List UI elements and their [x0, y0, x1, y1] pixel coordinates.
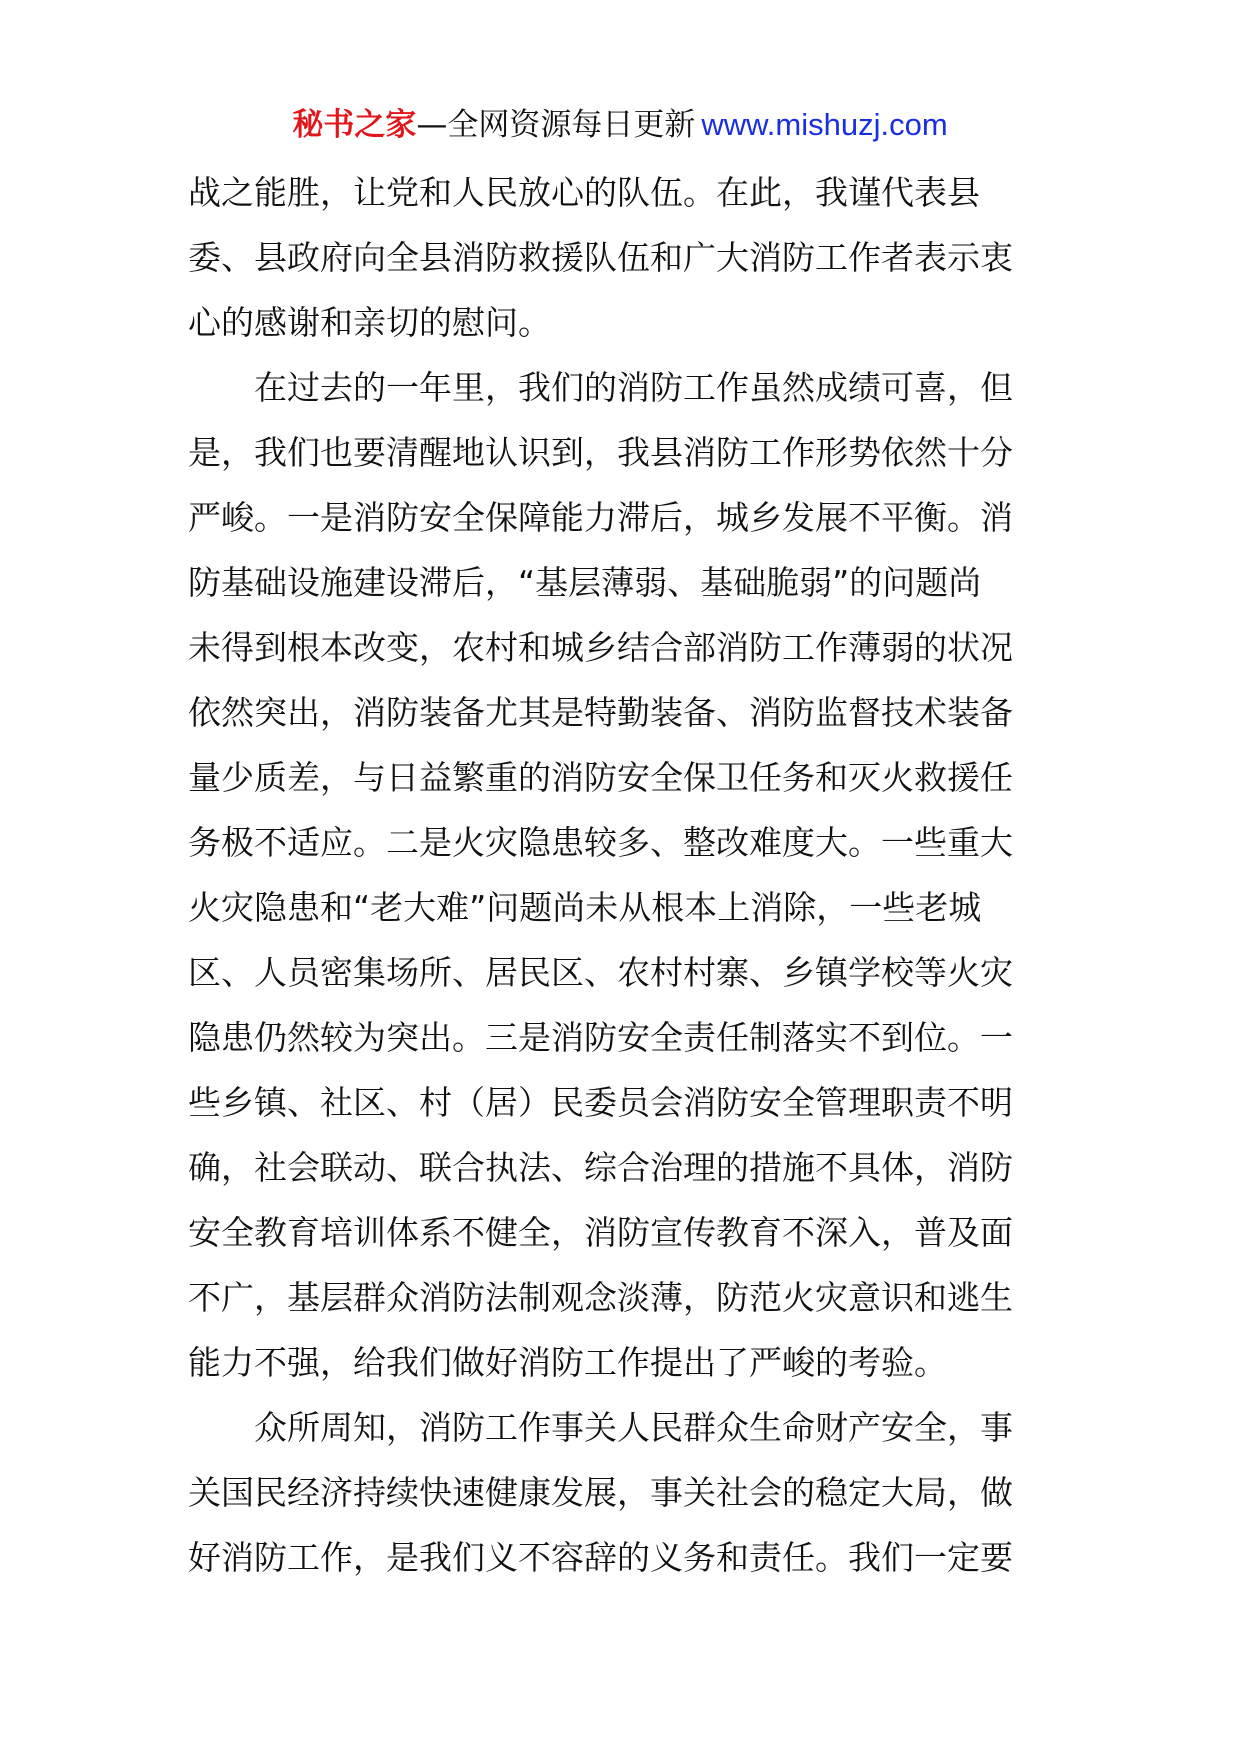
- text-line: 火灾隐患和“老大难”问题尚未从根本上消除，一些老城: [188, 888, 982, 927]
- text-line: 区、人员密集场所、居民区、农村村寨、乡镇学校等火灾: [188, 953, 1013, 992]
- brand-name: 秘书之家: [292, 107, 417, 143]
- text-line: 战之能胜，让党和人民放心的队伍。在此，我谨代表县: [188, 173, 980, 212]
- text-line: 安全教育培训体系不健全，消防宣传教育不深入，普及面: [188, 1213, 1013, 1252]
- text-line: 严峻。一是消防安全保障能力滞后，城乡发展不平衡。消: [188, 498, 1013, 537]
- text-line: 众所周知，消防工作事关人民群众生命财产安全，事: [254, 1408, 1013, 1447]
- text-line: 关国民经济持续快速健康发展，事关社会的稳定大局，做: [188, 1473, 1013, 1512]
- text-line: 好消防工作，是我们义不容辞的义务和责任。我们一定要: [188, 1538, 1013, 1577]
- website-url[interactable]: www.mishuzj.com: [701, 107, 948, 142]
- paragraph: [188, 1395, 1058, 1590]
- text-line: 确，社会联动、联合执法、综合治理的措施不具体，消防: [188, 1148, 1013, 1187]
- text-line: 不广，基层群众消防法制观念淡薄，防范火灾意识和逃生: [188, 1278, 1013, 1317]
- text-line: 在过去的一年里，我们的消防工作虽然成绩可喜，但: [254, 368, 1013, 407]
- text-line: 心的感谢和亲切的慰问。: [188, 303, 551, 342]
- page-header: [0, 100, 1240, 150]
- text-line: 些乡镇、社区、村（居）民委员会消防安全管理职责不明: [188, 1083, 1013, 1122]
- text-line: 隐患仍然较为突出。三是消防安全责任制落实不到位。一: [188, 1018, 1013, 1057]
- text-line: 务极不适应。二是火灾隐患较多、整改难度大。一些重大: [188, 823, 1013, 862]
- text-line: 防基础设施建设滞后，“基层薄弱、基础脆弱”的问题尚: [188, 563, 982, 602]
- paragraph: [188, 355, 1058, 1395]
- text-line: 量少质差，与日益繁重的消防安全保卫任务和灭火救援任: [188, 758, 1013, 797]
- text-line: 是，我们也要清醒地认识到，我县消防工作形势依然十分: [188, 433, 1013, 472]
- paragraph: [188, 160, 1058, 355]
- document-body: [188, 160, 1058, 1590]
- header-slogan: —全网资源每日更新: [416, 107, 696, 143]
- text-line: 依然突出，消防装备尤其是特勤装备、消防监督技术装备: [188, 693, 1013, 732]
- text-line: 未得到根本改变，农村和城乡结合部消防工作薄弱的状况: [188, 628, 1013, 667]
- text-line: 能力不强，给我们做好消防工作提出了严峻的考验。: [188, 1343, 947, 1382]
- text-line: 委、县政府向全县消防救援队伍和广大消防工作者表示衷: [188, 238, 1013, 277]
